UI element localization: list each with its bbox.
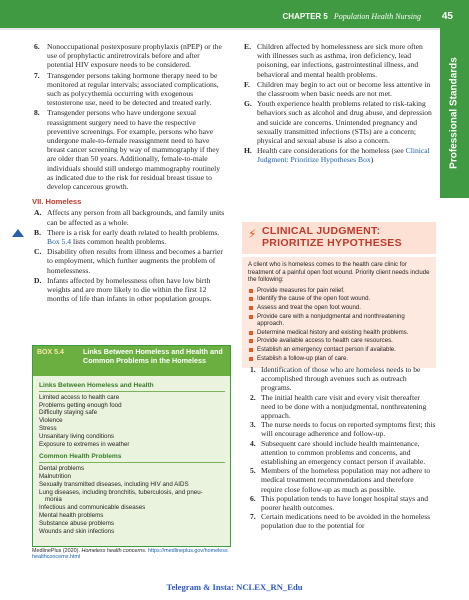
footer-watermark: Telegram & Insta: NCLEX_RN_Edu	[166, 582, 303, 592]
bullet-text: Provide measures for pain relief.	[257, 286, 345, 294]
item-text: There is a risk for early death related to health problems.	[47, 227, 220, 237]
item-letter: E.	[244, 42, 251, 51]
box-link[interactable]: Box 5.4	[47, 237, 72, 247]
clinical-bullet	[248, 355, 430, 363]
bullet-square-icon	[249, 315, 253, 319]
considerations-list	[248, 365, 436, 531]
clinical-title	[262, 225, 402, 249]
box-subheading: Common Health Problems	[39, 453, 225, 463]
bullet-square-icon	[249, 289, 253, 293]
clinical-bullet	[248, 313, 430, 328]
clinical-judgment-link[interactable]: Clinical Judgment: Prioritize Hypotheses Box	[257, 146, 430, 165]
section-title: VII. Homeless	[32, 197, 82, 207]
item-text: Nonoccupational postexposure prophylaxis (nPEP) or the use of prophylactic antiretrovirals before and after potential HIV exposure needs to be considered.	[47, 42, 222, 70]
box-line: Mental health problems	[39, 511, 104, 519]
clinical-bullet	[248, 295, 430, 303]
list-item	[248, 466, 436, 494]
bullet-square-icon	[249, 339, 253, 343]
left-column	[32, 42, 228, 304]
box-citation	[32, 548, 229, 561]
list-item	[248, 439, 436, 467]
citation-link[interactable]: https://medlineplus.gov/homeless healthconcerns.html	[32, 548, 228, 561]
clinical-title-line: CLINICAL JUDGMENT:	[262, 225, 381, 237]
list-item	[32, 228, 228, 246]
item-text: )	[370, 155, 374, 165]
item-number: 7.	[250, 512, 256, 522]
clinical-bullet	[248, 287, 430, 295]
clinical-intro: A client who is homeless comes to the health care clinic for treatment of a painful open foot wound. Priority client needs include the following:	[248, 261, 430, 284]
item-text: Transgender persons taking hormone therapy need to be monitored at regular intervals; associated complications, such as polycythemia occurring with exogenous testosterone use, need to be detected and treated early.	[47, 70, 219, 108]
box-line: Substance abuse problems	[39, 519, 114, 527]
list-item	[248, 512, 436, 530]
item-number: 6.	[250, 493, 256, 503]
item-text: Children may begin to act out or become less attentive in the classroom when basic needs are not met.	[257, 79, 431, 99]
box-header	[33, 346, 230, 376]
list-item	[248, 420, 436, 438]
citation-text: MedlinePlus (2020).	[32, 548, 82, 554]
box-line: Wounds and skin infections	[39, 527, 115, 535]
item-text: Certain medications need to be avoided in the homeless population due to the potential for	[261, 512, 431, 531]
bullet-text: Establish a follow-up plan of care.	[257, 354, 349, 362]
item-number: 6.	[34, 42, 40, 51]
item-text: This population tends to have longer hospital stays and poorer health outcomes.	[261, 493, 429, 513]
item-number: 5.	[250, 466, 256, 476]
list-item	[32, 208, 228, 226]
list-item	[242, 42, 434, 79]
list-item	[32, 71, 228, 108]
bullet-text: Establish an emergency contact person if available.	[257, 345, 396, 353]
box-line: Dental problems	[39, 465, 85, 473]
item-letter: C.	[34, 247, 42, 257]
item-number: 1.	[250, 365, 256, 374]
item-number: 4.	[250, 438, 256, 448]
item-number: 3.	[250, 420, 256, 430]
item-text: The initial health care visit and every visit thereafter need to be done with a nonjudgmental, nonthreatening approach.	[261, 392, 427, 421]
box-tag: BOX 5.4	[37, 349, 64, 356]
running-head	[283, 12, 421, 21]
citation-title: Homeless health concerns.	[81, 548, 147, 554]
item-text: Health care considerations for the homeless (see	[257, 146, 406, 156]
box-line: Problems getting enough food	[39, 401, 122, 409]
item-text: Infants affected by homelessness often have low birth weights and are more likely to die within the first 12 months of life than infants in other population groups.	[47, 275, 212, 304]
item-text: Affects any person from all backgrounds, and family units can be affected as a whole.	[47, 208, 225, 227]
list-item	[32, 276, 228, 304]
box-line: Difficulty staying safe	[39, 409, 98, 417]
box-line: Unsanitary living conditions	[39, 432, 114, 440]
box-line: Infectious and communicable diseases	[39, 504, 146, 512]
box-line: monia	[45, 496, 62, 504]
item-text: Transgender persons who have undergone sexual reassignment surgery need to have the respective preventive screenings. For example, persons who have undergone male-to-female reassignment need to have breast cancer screening by way of mammography if they are older than 50 years. Additionally, female-to-male individuals should still undergo mammography routinely as indicated due to the risk for residual breast tissue to develop cancerous growth.	[47, 108, 221, 192]
item-text: lists common health problems.	[71, 237, 167, 247]
page-number: 45	[441, 11, 453, 22]
chapter-title: Population Health Nursing	[333, 12, 421, 21]
list-item	[242, 80, 434, 98]
item-text: Members of the homeless population may not adhere to medical treatment recommendations and therefore require close follow-up as much as possible.	[261, 466, 431, 494]
item-text: Youth experience health problems related to risk-taking behaviors such as alcohol and drug abuse, and depression and suicide are concerns. Unintended pregnancy and sexually transmitted infections (STIs) are a concern; physical and sexual abuse is also a concern.	[257, 99, 432, 146]
item-text: Identification of those who are homeless needs to be accomplished through avenues such as outreach programs.	[261, 365, 421, 393]
bullet-text: Provide care with a nonjudgmental and nonthreatening approach.	[257, 312, 405, 328]
list-item	[248, 393, 436, 421]
box-line: Stress	[39, 424, 57, 432]
clinical-title-line: PRIORITIZE HYPOTHESES	[262, 237, 402, 249]
box-line: Malnutrition	[39, 472, 71, 480]
list-item	[248, 365, 436, 393]
clinical-bullet	[248, 346, 430, 354]
clinical-header	[242, 222, 436, 254]
clinical-bullet-list	[248, 287, 430, 362]
item-letter: A.	[34, 208, 42, 218]
box-line: Lung diseases, including bronchitis, tuberculosis, and pneu-	[39, 488, 203, 496]
item-letter: G.	[244, 99, 252, 109]
box-5-4	[32, 345, 231, 547]
item-number: 7.	[34, 70, 40, 80]
bullet-text: Determine medical history and existing health problems.	[257, 328, 409, 336]
clinical-body	[242, 257, 436, 368]
box-line: Limited access to health care	[39, 393, 120, 401]
list-item	[242, 146, 434, 164]
right-column	[242, 42, 434, 166]
item-letter: D.	[34, 275, 42, 285]
bullet-square-icon	[249, 348, 253, 352]
alert-triangle-icon	[12, 229, 24, 237]
list-item	[32, 247, 228, 275]
box-subheading: Links Between Homeless and Health	[39, 382, 225, 392]
bullet-square-icon	[249, 357, 253, 361]
item-letter: B.	[34, 227, 41, 237]
clinical-judgment-box	[242, 222, 436, 368]
list-item	[32, 42, 228, 70]
clinical-bullet	[248, 329, 430, 337]
item-text: Subsequent care should include health maintenance, attention to common problems and concerns, and establishing an emergency contact person if available.	[261, 438, 426, 467]
bullet-text: Provide available access to health care resources.	[257, 337, 393, 345]
box-line: Exposure to extremes in weather	[39, 440, 130, 448]
box-title: Links Between Homeless and Health and Common Problems in the Homeless	[83, 347, 223, 365]
list-item	[32, 108, 228, 191]
item-number: 2.	[250, 392, 256, 402]
list-item	[242, 99, 434, 145]
item-text: Children affected by homelessness are sick more often with illnesses such as asthma, iron deficiency, lead poisoning, ear infections, gastrointestinal illness, and behavioral and mental health problems.	[257, 42, 423, 79]
bullet-square-icon	[249, 306, 253, 310]
item-text: Disability often results from illness and becomes a barrier to employment, which further augments the problem of homelessness.	[47, 247, 223, 275]
item-text: The nurse needs to focus on reported symptoms first; this will encourage adherence and follow-up.	[261, 420, 436, 439]
box-line: Sexually transmitted diseases, including HIV and AIDS	[39, 480, 189, 488]
bullet-text: Assess and treat the open foot wound.	[257, 303, 362, 311]
item-letter: F.	[244, 79, 250, 89]
item-number: 8.	[34, 108, 40, 118]
box-line: Violence	[39, 417, 63, 425]
side-tab-label: Professional Standards	[448, 57, 460, 169]
lightning-bolt-icon: ⚡	[248, 227, 257, 241]
bullet-square-icon	[249, 297, 253, 301]
bullet-text: Identify the cause of the open foot wound.	[257, 295, 371, 303]
clinical-bullet	[248, 337, 430, 345]
box-body	[39, 380, 225, 535]
header-rule	[0, 28, 440, 30]
bullet-square-icon	[249, 331, 253, 335]
clinical-bullet	[248, 304, 430, 312]
list-item	[248, 494, 436, 512]
item-letter: H.	[244, 146, 252, 156]
chapter-label: CHAPTER 5	[282, 12, 328, 21]
